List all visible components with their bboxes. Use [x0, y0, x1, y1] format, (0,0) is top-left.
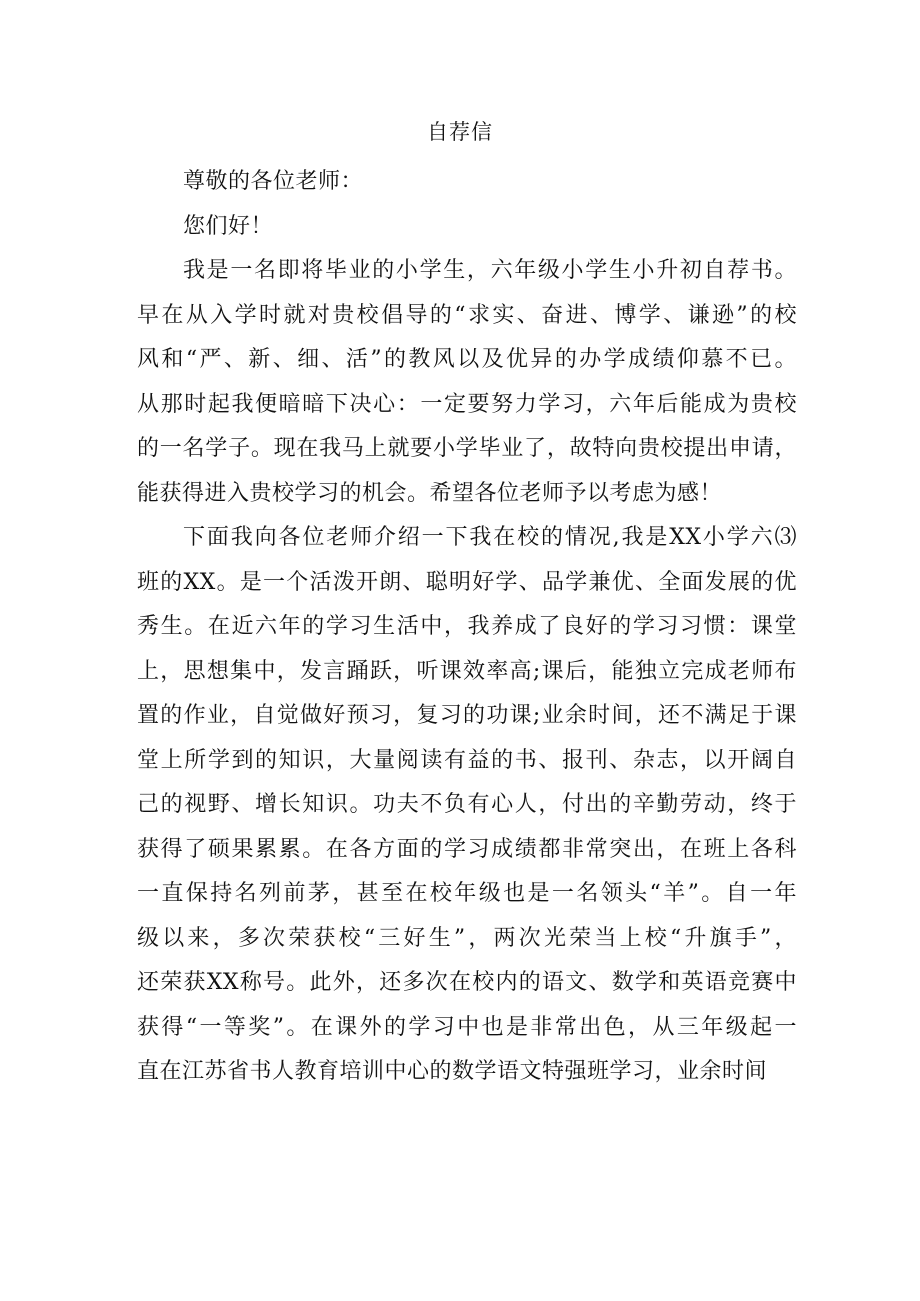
paragraph-line: 还荣获XX称号。此外，还多次在校内的语文、数学和英语竞赛中: [137, 970, 797, 995]
document-title: 自荐信: [427, 120, 493, 144]
paragraph-line: 的一名学子。现在我马上就要小学毕业了，故特向贵校提出申请，: [137, 436, 797, 461]
letter-body: [137, 160, 797, 1095]
paragraph-line: 能获得进入贵校学习的机会。希望各位老师予以考虑为感！: [137, 480, 723, 506]
paragraph-2: [137, 516, 797, 1095]
paragraph-line: 获得了硕果累累。在各方面的学习成绩都非常突出，在班上各科: [137, 836, 797, 862]
paragraph-line: 秀生。在近六年的学习生活中，我养成了良好的学习习惯：课堂: [137, 614, 797, 639]
paragraph-1: [137, 249, 797, 516]
paragraph-line: 下面我向各位老师介绍一下我在校的情况,我是XX小学六⑶: [183, 525, 797, 550]
salutation: 尊敬的各位老师：: [183, 169, 364, 194]
paragraph-line: 一直保持名列前茅，甚至在校年级也是一名领头“羊”。自一年: [137, 881, 797, 906]
paragraph-line: 置的作业，自觉做好预习，复习的功课;业余时间，还不满足于课: [137, 703, 797, 728]
paragraph-line: 己的视野、增长知识。功夫不负有心人，付出的辛勤劳动，终于: [137, 792, 797, 817]
paragraph-line: 级以来，多次荣获校“三好生”，两次光荣当上校“升旗手”，: [137, 925, 797, 951]
paragraph-line: 早在从入学时就对贵校倡导的“求实、奋进、博学、谦逊”的校: [137, 302, 797, 328]
paragraph-line: 上，思想集中，发言踊跃，听课效率高;课后，能独立完成老师布: [137, 658, 797, 684]
paragraph-line: 班的XX。是一个活泼开朗、聪明好学、品学兼优、全面发展的优: [137, 569, 797, 595]
paragraph-line: 风和“严、新、细、活”的教风以及优异的办学成绩仰慕不已。: [137, 347, 797, 372]
greeting: 您们好！: [183, 213, 274, 239]
paragraph-line: 堂上所学到的知识，大量阅读有益的书、报刊、杂志，以开阔自: [137, 747, 797, 773]
paragraph-line: 从那时起我便暗暗下决心：一定要努力学习，六年后能成为贵校: [137, 391, 797, 417]
paragraph-line: 直在江苏省书人教育培训中心的数学语文特强班学习，业余时间: [137, 1059, 768, 1084]
paragraph-line: 我是一名即将毕业的小学生，六年级小学生小升初自荐书。: [183, 258, 797, 283]
paragraph-line: 获得“一等奖”。在课外的学习中也是非常出色，从三年级起一: [137, 1014, 797, 1040]
